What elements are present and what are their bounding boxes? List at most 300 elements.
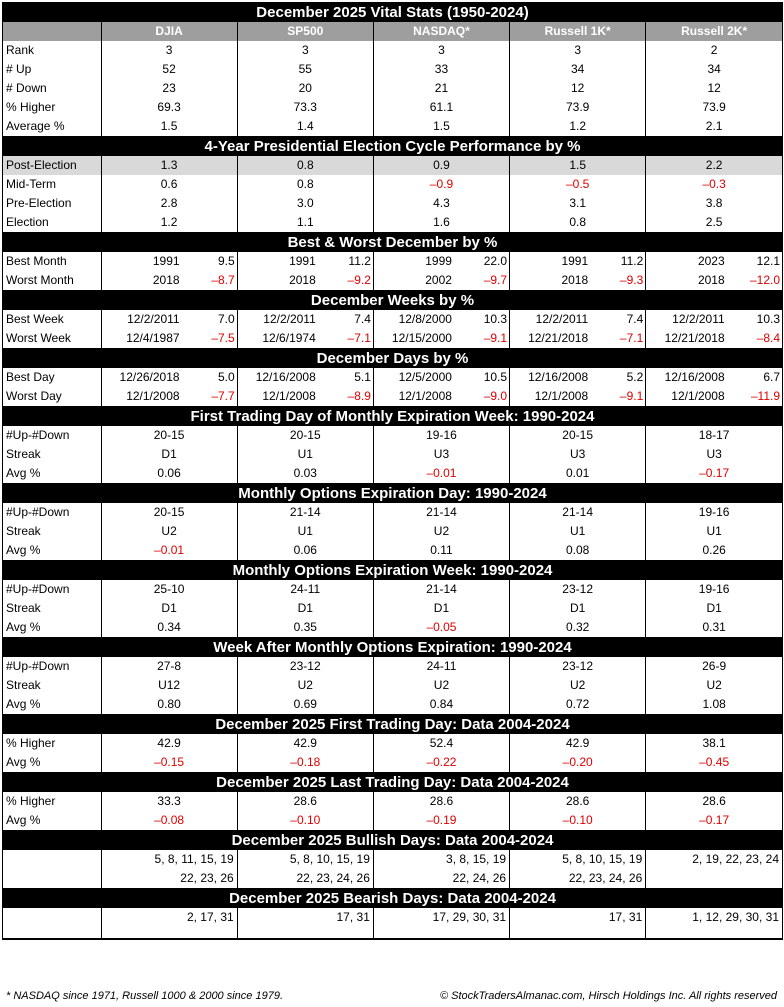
- value-cell: 0.06: [237, 541, 373, 561]
- row-label: Mid-Term: [3, 175, 101, 194]
- expiration-week-first-day-row: [3, 464, 782, 484]
- percent-text: 5.1: [354, 370, 371, 384]
- percent-text: 11.2: [348, 254, 371, 268]
- value-cell: 1.2: [101, 213, 237, 233]
- row-label: #Up-#Down: [3, 657, 101, 676]
- percent-text: 11.2: [620, 254, 644, 268]
- value-cell: 28.6: [510, 792, 646, 811]
- date-text: 2023: [697, 254, 725, 268]
- value-cell: 73.9: [510, 98, 646, 117]
- value-cell: 0.01: [510, 464, 646, 484]
- row-label: #Up-#Down: [3, 580, 101, 599]
- value-cell: 26-9: [702, 659, 727, 673]
- row-label: Best Week: [3, 310, 101, 329]
- main-header-row: [3, 3, 782, 22]
- date-text: 12/21/2018: [528, 331, 589, 345]
- value-cell: –0.20: [510, 753, 646, 773]
- value-cell: U12: [101, 676, 237, 695]
- date-text: 12/26/2018: [119, 370, 180, 384]
- date-value-cell: [646, 271, 782, 291]
- value-cell: –0.18: [237, 753, 373, 773]
- value-cell: 3: [237, 41, 373, 60]
- expiration-day-header-row: [3, 484, 782, 504]
- value-cell: U2: [101, 522, 237, 541]
- value-cell: 1.6: [373, 213, 509, 233]
- value-cell: 12: [510, 79, 646, 98]
- first-trading-day-title: December 2025 First Trading Day: Data 2004-2024: [3, 715, 782, 735]
- value-cell: –0.05: [373, 618, 509, 638]
- row-label: % Higher: [3, 98, 101, 117]
- date-value-cell: [510, 368, 646, 387]
- last-trading-day-header-row: [3, 773, 782, 793]
- percent-text: –7.1: [619, 331, 644, 345]
- value-cell: 0.03: [237, 464, 373, 484]
- value-cell: 28.6: [237, 792, 373, 811]
- election-cycle-row: [3, 156, 782, 175]
- value-cell: 1.3: [101, 156, 237, 175]
- value-cell: 2.8: [101, 194, 237, 213]
- days-cell: 3, 8, 15, 19: [373, 850, 509, 869]
- value-cell: U1: [706, 524, 722, 538]
- date-text: 12/4/1987: [126, 331, 180, 345]
- percent-text: 10.3: [483, 312, 508, 326]
- date-text: 2018: [697, 273, 725, 287]
- row-label: Worst Month: [3, 271, 101, 291]
- row-label: Rank: [3, 41, 101, 60]
- expiration-week-title: Monthly Options Expiration Week: 1990-2024: [3, 561, 782, 581]
- bullish-days-row: [3, 869, 782, 889]
- bearish-days-row: [3, 908, 782, 939]
- date-value-cell: [510, 329, 646, 349]
- value-cell: 0.34: [101, 618, 237, 638]
- row-label: % Higher: [3, 734, 101, 753]
- row-label: Avg %: [3, 618, 101, 638]
- expiration-day-title: Monthly Options Expiration Day: 1990-2024: [3, 484, 782, 504]
- value-cell: 69.3: [101, 98, 237, 117]
- row-label: Avg %: [3, 695, 101, 715]
- date-text: 12/1/2008: [534, 389, 589, 403]
- value-cell: 0.8: [237, 156, 373, 175]
- best-worst-december-row: [3, 271, 782, 291]
- value-cell: 42.9: [237, 734, 373, 753]
- row-label: Worst Day: [3, 387, 101, 407]
- value-cell: 1.5: [510, 156, 646, 175]
- footer: [2, 987, 781, 1005]
- date-value-cell: [237, 387, 373, 407]
- value-cell: 3.0: [237, 194, 373, 213]
- value-cell: 21: [373, 79, 509, 98]
- date-text: 2002: [425, 273, 452, 287]
- days-cell: 17, 31: [510, 908, 646, 939]
- best-worst-december-title: Best & Worst December by %: [3, 233, 782, 253]
- date-text: 12/16/2008: [255, 370, 316, 384]
- first-trading-day-row: [3, 734, 782, 753]
- row-label: # Down: [3, 79, 101, 98]
- value-cell: 42.9: [101, 734, 237, 753]
- value-cell: 2.1: [646, 117, 782, 137]
- value-cell: 0.8: [510, 213, 646, 233]
- percent-text: 12.1: [756, 254, 780, 268]
- percent-text: 10.3: [756, 312, 780, 326]
- value-cell: 1.4: [237, 117, 373, 137]
- date-value-cell: [373, 271, 509, 291]
- value-cell: U2: [510, 676, 646, 695]
- expiration-week-first-day-row: [3, 426, 782, 445]
- bullish-days-row: [3, 850, 782, 869]
- vital-stats-row: [3, 41, 782, 60]
- value-cell: 2.2: [646, 156, 782, 175]
- value-cell: 52: [101, 60, 237, 79]
- value-cell: –0.08: [101, 811, 237, 831]
- value-cell: 0.08: [510, 541, 646, 561]
- value-cell: –0.15: [101, 753, 237, 773]
- value-cell: 0.26: [646, 541, 782, 561]
- value-cell: U3: [510, 445, 646, 464]
- row-label: Streak: [3, 676, 101, 695]
- row-label: Avg %: [3, 811, 101, 831]
- date-text: 1991: [152, 254, 180, 268]
- date-value-cell: [373, 368, 509, 387]
- column-header: NASDAQ*: [373, 22, 509, 41]
- december-days-row: [3, 368, 782, 387]
- date-value-cell: [101, 329, 237, 349]
- column-header: SP500: [237, 22, 373, 41]
- row-label: Pre-Election: [3, 194, 101, 213]
- value-cell: –0.5: [510, 175, 646, 194]
- week-after-expiration-row: [3, 657, 782, 676]
- value-cell: D1: [706, 601, 722, 615]
- vital-stats-row: [3, 79, 782, 98]
- days-cell: 1, 12, 29, 30, 31: [646, 908, 782, 939]
- value-cell: 34: [707, 62, 721, 76]
- value-cell: 23-12: [510, 580, 646, 599]
- row-label-blank: [3, 908, 101, 939]
- date-text: 12/15/2000: [391, 331, 452, 345]
- percent-text: –8.9: [347, 389, 371, 403]
- row-label: Best Day: [3, 368, 101, 387]
- value-cell: 23-12: [510, 657, 646, 676]
- date-value-cell: [646, 252, 782, 271]
- value-cell: 33: [373, 60, 509, 79]
- value-cell: 20-15: [101, 503, 237, 522]
- days-cell: 5, 8, 10, 15, 19: [237, 850, 373, 869]
- last-trading-day-row: [3, 811, 782, 831]
- expiration-week-header-row: [3, 561, 782, 581]
- row-label: #Up-#Down: [3, 426, 101, 445]
- date-value-cell: [510, 310, 646, 329]
- value-cell: D1: [237, 599, 373, 618]
- value-cell: 20-15: [237, 426, 373, 445]
- date-text: 12/6/1974: [262, 331, 316, 345]
- bullish-days-title: December 2025 Bullish Days: Data 2004-2024: [3, 831, 782, 851]
- value-cell: 21-14: [373, 580, 509, 599]
- value-cell: 33.3: [101, 792, 237, 811]
- column-header: Russell 2K*: [646, 22, 782, 41]
- value-cell: 0.72: [510, 695, 646, 715]
- bearish-days-title: December 2025 Bearish Days: Data 2004-2024: [3, 889, 782, 909]
- date-value-cell: [373, 387, 509, 407]
- value-cell: 27-8: [101, 657, 237, 676]
- vital-stats-row: [3, 117, 782, 137]
- percent-text: –9.1: [483, 331, 508, 345]
- value-cell: 42.9: [510, 734, 646, 753]
- value-cell: –0.9: [373, 175, 509, 194]
- row-label: #Up-#Down: [3, 503, 101, 522]
- date-text: 12/2/2011: [535, 312, 589, 326]
- percent-text: 7.4: [626, 312, 644, 326]
- election-cycle-row: [3, 213, 782, 233]
- row-label: Avg %: [3, 753, 101, 773]
- value-cell: 1.1: [237, 213, 373, 233]
- value-cell: D1: [373, 599, 509, 618]
- footer-note: * NASDAQ since 1971, Russell 1000 & 2000 since 1979.: [6, 990, 283, 1002]
- main-title: December 2025 Vital Stats (1950-2024): [3, 3, 782, 22]
- value-cell: 19-16: [698, 505, 730, 519]
- expiration-day-row: [3, 503, 782, 522]
- days-cell: 22, 24, 26: [373, 869, 509, 889]
- value-cell: –0.3: [702, 177, 726, 191]
- value-cell: 0.32: [510, 618, 646, 638]
- percent-text: 10.5: [483, 370, 508, 384]
- value-cell: 21-14: [373, 503, 509, 522]
- value-cell: 20-15: [101, 426, 237, 445]
- vital-stats-row: [3, 98, 782, 117]
- days-cell: 22, 23, 26: [101, 869, 237, 889]
- expiration-week-row: [3, 599, 782, 618]
- value-cell: U1: [237, 522, 373, 541]
- value-cell: 23: [101, 79, 237, 98]
- value-cell: 25-10: [101, 580, 237, 599]
- value-cell: D1: [101, 445, 237, 464]
- row-label: Average %: [3, 117, 101, 137]
- stats-table-container: [2, 2, 783, 940]
- expiration-week-row: [3, 618, 782, 638]
- percent-text: –11.9: [750, 389, 780, 403]
- expiration-day-row: [3, 522, 782, 541]
- percent-text: –9.3: [619, 273, 644, 287]
- column-header-row: [3, 22, 782, 41]
- value-cell: –0.17: [646, 464, 782, 484]
- row-label: Avg %: [3, 464, 101, 484]
- date-text: 2018: [152, 273, 180, 287]
- value-cell: 3: [101, 41, 237, 60]
- date-value-cell: [373, 252, 509, 271]
- date-text: 2018: [289, 273, 316, 287]
- value-cell: 38.1: [702, 736, 726, 750]
- expiration-week-first-day-title: First Trading Day of Monthly Expiration Week: 1990-2024: [3, 407, 782, 427]
- date-value-cell: [646, 310, 782, 329]
- row-label: Election: [3, 213, 101, 233]
- value-cell: 12: [707, 81, 721, 95]
- row-label: Worst Week: [3, 329, 101, 349]
- date-text: 1991: [289, 254, 316, 268]
- vital-stats-table: [3, 3, 782, 939]
- row-label: Best Month: [3, 252, 101, 271]
- percent-text: –8.7: [211, 273, 235, 287]
- last-trading-day-row: [3, 792, 782, 811]
- value-cell: 1.08: [646, 695, 782, 715]
- row-label: # Up: [3, 60, 101, 79]
- value-cell: –0.17: [646, 811, 782, 831]
- days-cell: 2, 17, 31: [101, 908, 237, 939]
- date-text: 12/16/2008: [528, 370, 589, 384]
- date-text: 1991: [561, 254, 589, 268]
- date-text: 12/5/2000: [398, 370, 452, 384]
- days-cell: 2, 19, 22, 23, 24: [692, 852, 779, 866]
- value-cell: 0.11: [373, 541, 509, 561]
- value-cell: U2: [706, 678, 722, 692]
- date-value-cell: [510, 387, 646, 407]
- percent-text: –12.0: [749, 273, 780, 287]
- value-cell: 21-14: [237, 503, 373, 522]
- days-cell: [646, 869, 782, 889]
- date-value-cell: [237, 329, 373, 349]
- value-cell: U3: [373, 445, 509, 464]
- date-text: 12/2/2011: [672, 312, 725, 326]
- value-cell: 3.8: [705, 196, 723, 210]
- value-cell: U2: [373, 676, 509, 695]
- december-days-title: December Days by %: [3, 349, 782, 369]
- days-cell: 17, 29, 30, 31: [373, 908, 509, 939]
- value-cell: 3: [510, 41, 646, 60]
- value-cell: U3: [706, 447, 722, 461]
- value-cell: 0.35: [237, 618, 373, 638]
- expiration-day-row: [3, 541, 782, 561]
- value-cell: 28.6: [373, 792, 509, 811]
- value-cell: –0.10: [237, 811, 373, 831]
- value-cell: 1.5: [101, 117, 237, 137]
- value-cell: –0.45: [646, 753, 782, 773]
- first-trading-day-header-row: [3, 715, 782, 735]
- percent-text: 7.4: [354, 312, 371, 326]
- corner-cell: [3, 22, 101, 41]
- election-cycle-header-row: [3, 137, 782, 157]
- percent-text: 5.0: [218, 370, 235, 384]
- percent-text: 22.0: [483, 254, 508, 268]
- date-value-cell: [510, 271, 646, 291]
- value-cell: D1: [510, 599, 646, 618]
- value-cell: 4.3: [373, 194, 509, 213]
- date-text: 12/21/2018: [664, 331, 725, 345]
- value-cell: 0.80: [101, 695, 237, 715]
- value-cell: 52.4: [373, 734, 509, 753]
- value-cell: 34: [510, 60, 646, 79]
- last-trading-day-title: December 2025 Last Trading Day: Data 2004-2024: [3, 773, 782, 793]
- value-cell: 18-17: [698, 428, 730, 442]
- value-cell: 0.9: [373, 156, 509, 175]
- value-cell: 1.2: [510, 117, 646, 137]
- election-cycle-row: [3, 194, 782, 213]
- value-cell: 61.1: [373, 98, 509, 117]
- percent-text: –7.5: [211, 331, 235, 345]
- percent-text: –9.7: [483, 273, 508, 287]
- bearish-days-header-row: [3, 889, 782, 909]
- date-value-cell: [510, 252, 646, 271]
- percent-text: 7.0: [218, 312, 235, 326]
- date-text: 2018: [561, 273, 589, 287]
- row-label: % Higher: [3, 792, 101, 811]
- week-after-expiration-row: [3, 676, 782, 695]
- value-cell: 21-14: [510, 503, 646, 522]
- column-header: Russell 1K*: [510, 22, 646, 41]
- row-label-blank: [3, 850, 101, 869]
- date-value-cell: [646, 368, 782, 387]
- date-text: 12/2/2011: [127, 312, 180, 326]
- percent-text: –7.7: [211, 389, 235, 403]
- column-header: DJIA: [101, 22, 237, 41]
- value-cell: D1: [101, 599, 237, 618]
- december-weeks-header-row: [3, 291, 782, 311]
- date-value-cell: [646, 387, 782, 407]
- value-cell: 19-16: [698, 582, 730, 596]
- value-cell: 23-12: [237, 657, 373, 676]
- value-cell: 1.5: [373, 117, 509, 137]
- date-value-cell: [646, 329, 782, 349]
- week-after-expiration-row: [3, 695, 782, 715]
- december-days-row: [3, 387, 782, 407]
- date-value-cell: [237, 271, 373, 291]
- date-value-cell: [101, 387, 237, 407]
- value-cell: –0.22: [373, 753, 509, 773]
- december-days-header-row: [3, 349, 782, 369]
- best-worst-december-row: [3, 252, 782, 271]
- row-label: Streak: [3, 599, 101, 618]
- value-cell: 19-16: [373, 426, 509, 445]
- copyright-notice: © StockTradersAlmanac.com, Hirsch Holdings Inc. All rights reserved: [440, 990, 777, 1002]
- december-weeks-title: December Weeks by %: [3, 291, 782, 311]
- days-cell: 22, 23, 24, 26: [237, 869, 373, 889]
- value-cell: –0.19: [373, 811, 509, 831]
- value-cell: 3.1: [510, 194, 646, 213]
- percent-text: 5.2: [626, 370, 644, 384]
- expiration-week-first-day-header-row: [3, 407, 782, 427]
- row-label: Streak: [3, 445, 101, 464]
- vital-stats-row: [3, 60, 782, 79]
- value-cell: 0.06: [101, 464, 237, 484]
- week-after-expiration-header-row: [3, 638, 782, 658]
- value-cell: 55: [237, 60, 373, 79]
- election-cycle-title: 4-Year Presidential Election Cycle Performance by %: [3, 137, 782, 157]
- value-cell: 2.5: [646, 213, 782, 233]
- date-text: 12/1/2008: [262, 389, 316, 403]
- value-cell: U2: [237, 676, 373, 695]
- value-cell: 2: [710, 43, 718, 57]
- value-cell: U1: [237, 445, 373, 464]
- value-cell: 3: [373, 41, 509, 60]
- percent-text: –8.4: [756, 331, 780, 345]
- days-cell: 22, 23, 24, 26: [510, 869, 646, 889]
- value-cell: –0.01: [373, 464, 509, 484]
- date-text: 12/1/2008: [671, 389, 725, 403]
- percent-text: 6.7: [763, 370, 780, 384]
- date-value-cell: [101, 271, 237, 291]
- percent-text: –9.1: [619, 389, 644, 403]
- value-cell: –0.01: [101, 541, 237, 561]
- date-text: 12/8/2000: [398, 312, 452, 326]
- row-label-blank: [3, 869, 101, 889]
- date-value-cell: [101, 252, 237, 271]
- value-cell: U1: [510, 522, 646, 541]
- date-value-cell: [101, 310, 237, 329]
- value-cell: 24-11: [373, 657, 509, 676]
- value-cell: 24-11: [237, 580, 373, 599]
- bullish-days-header-row: [3, 831, 782, 851]
- date-value-cell: [373, 329, 509, 349]
- value-cell: 0.6: [101, 175, 237, 194]
- date-text: 12/2/2011: [263, 312, 316, 326]
- date-value-cell: [237, 368, 373, 387]
- value-cell: 0.69: [237, 695, 373, 715]
